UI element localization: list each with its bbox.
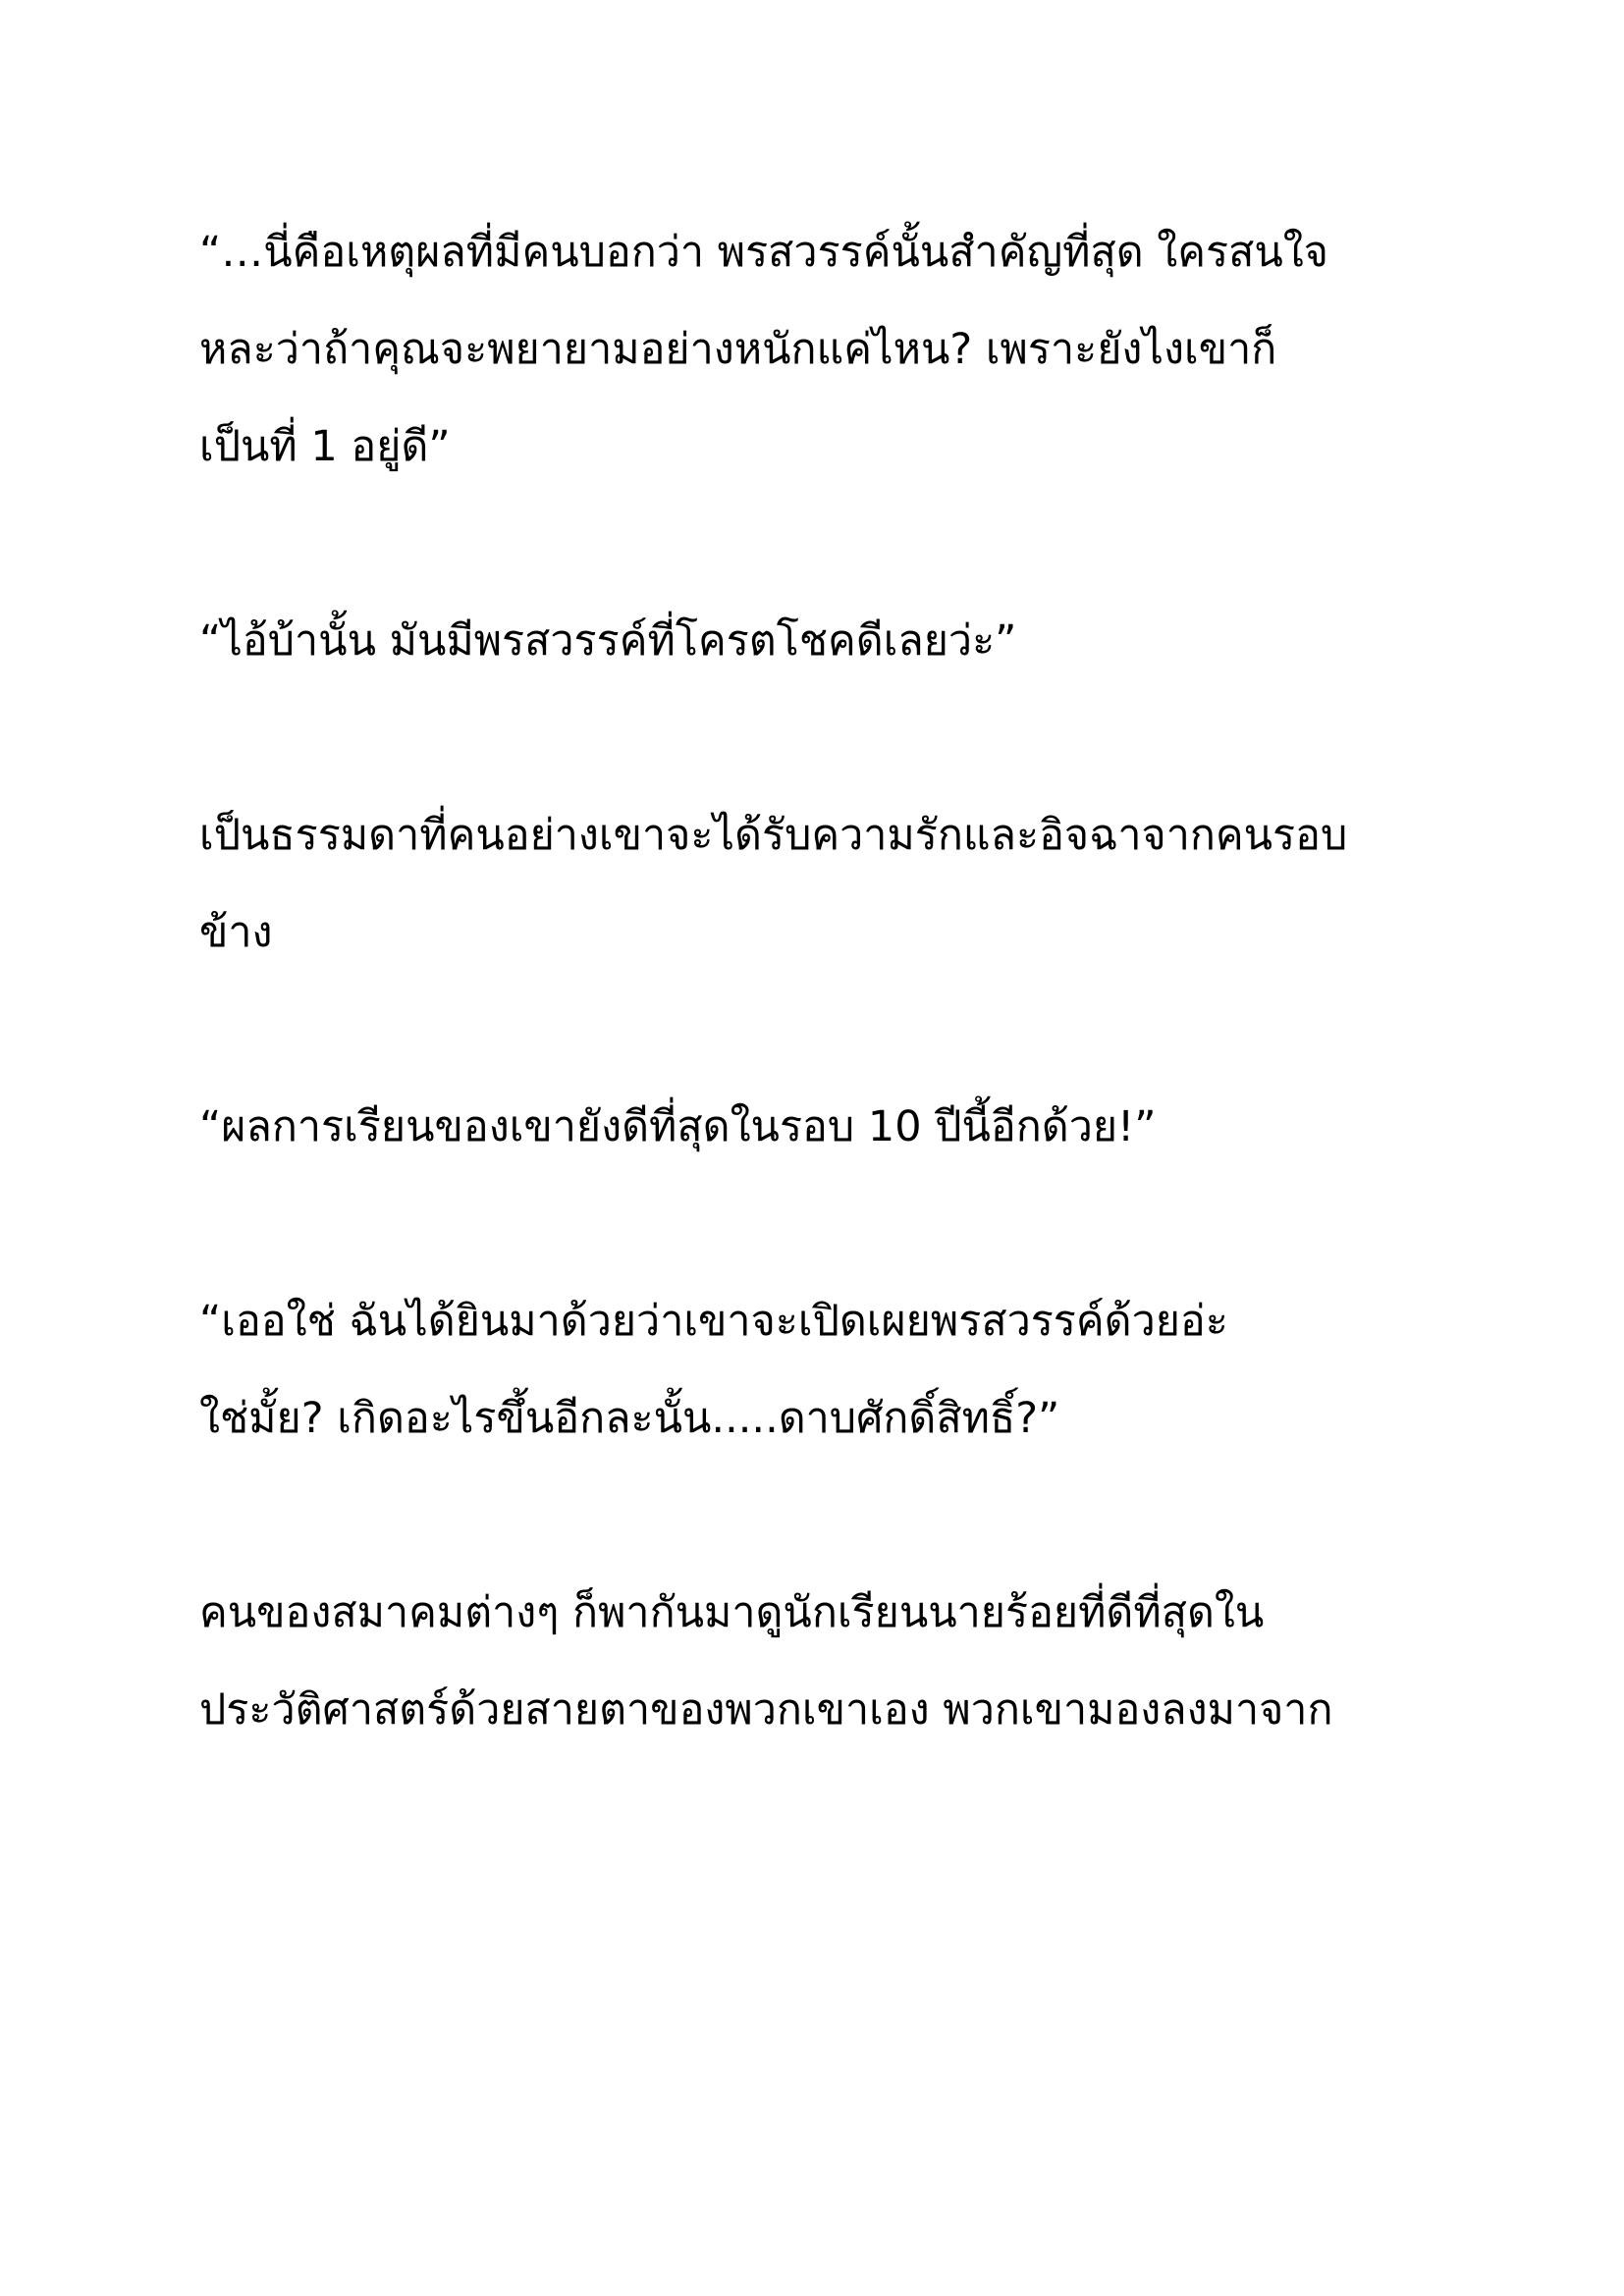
paragraph-line: หละว่าถ้าคุณจะพยายามอย่างหนักแค่ไหน? เพราะยังไงเขาก็ (199, 325, 1277, 374)
paragraph-line: “ไอ้บ้านั้น มันมีพรสวรรค์ที่โครตโชคดีเลยว่ะ” (199, 616, 1017, 666)
paragraph-line: ประวัติศาสตร์ด้วยสายตาของพวกเขาเอง พวกเขามองลงมาจาก (199, 1685, 1333, 1735)
paragraph-line: ใช่มั้ย? เกิดอะไรขึ้นอีกละนั้น.....ดาบศักดิ์สิทธิ์?” (199, 1394, 1060, 1443)
paragraph-1 (199, 204, 1466, 496)
paragraph-line: คนของสมาคมต่างๆ ก็พากันมาดูนักเรียนนายร้อยที่ดีที่สุดใน (199, 1588, 1265, 1637)
paragraph-line: “ผลการเรียนของเขายังดีที่สุดในรอบ 10 ปีนี้อีกด้วย!” (199, 1102, 1157, 1151)
paragraph-6 (199, 1565, 1466, 1759)
paragraph-5 (199, 1273, 1466, 1468)
body-text (199, 204, 1466, 1856)
paragraph-line: “เออใช่ ฉันได้ยินมาด้วยว่าเขาจะเปิดเผยพรสวรรค์ด้วยอ่ะ (199, 1297, 1228, 1346)
paragraph-line: เป็นที่ 1 อยู่ดี” (199, 422, 451, 471)
paragraph-2 (199, 593, 1466, 690)
paragraph-4 (199, 1079, 1466, 1176)
paragraph-line: เป็นธรรมดาที่คนอย่างเขาจะได้รับความรักและอิจฉาจากคนรอบ (199, 811, 1348, 860)
paragraph-line: “…นี่คือเหตุผลที่มีคนบอกว่า พรสวรรค์นั้นสำคัญที่สุด ใครสนใจ (199, 228, 1328, 277)
paragraph-line: ข้าง (199, 908, 273, 957)
paragraph-3 (199, 787, 1466, 982)
